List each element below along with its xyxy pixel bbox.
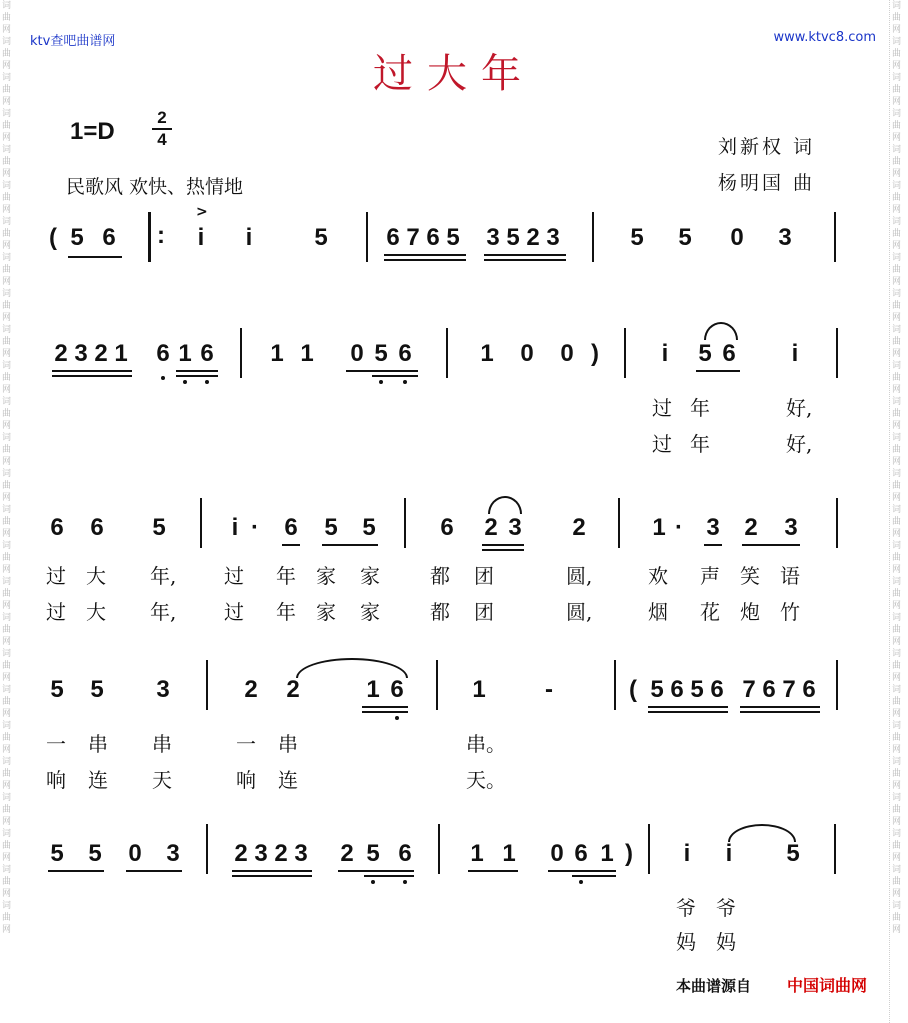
underline	[384, 254, 466, 256]
note: 5	[446, 224, 460, 251]
barline	[206, 824, 208, 874]
note: i	[231, 514, 239, 541]
note: 3	[294, 840, 308, 867]
note: 2	[54, 340, 68, 367]
underline	[362, 706, 408, 708]
lyric: 响	[46, 768, 66, 792]
note: 6	[90, 514, 104, 541]
repeat-dots: :	[157, 222, 165, 249]
lyric: 团	[474, 600, 494, 624]
note: 3	[254, 840, 268, 867]
underline	[648, 711, 728, 713]
barline	[366, 212, 368, 262]
note: 5	[366, 840, 380, 867]
note: 6	[426, 224, 440, 251]
underline	[282, 544, 300, 546]
note: 6	[802, 676, 816, 703]
lyric: 大	[86, 564, 106, 588]
score-system-5	[0, 822, 908, 972]
note: 6	[200, 340, 214, 367]
note: 0	[128, 840, 142, 867]
underline	[742, 544, 800, 546]
underline	[704, 544, 722, 546]
note: 6	[574, 840, 588, 867]
note: 1	[366, 676, 380, 703]
barline	[834, 212, 836, 262]
note: 2	[286, 676, 300, 703]
low-octave-dot	[579, 880, 583, 884]
lyric: 串	[278, 732, 298, 756]
barline	[446, 328, 448, 378]
note: 6	[398, 340, 412, 367]
note: 2	[274, 840, 288, 867]
note: 6	[156, 340, 170, 367]
note: 2	[340, 840, 354, 867]
note: 1	[480, 340, 494, 367]
note: 1	[470, 840, 484, 867]
underline	[482, 549, 524, 551]
lyric: 年,	[150, 564, 177, 588]
side-watermark-left: 词曲网词曲网词曲网词曲网词曲网词曲网词曲网词曲网词曲网词曲网词曲网词曲网词曲网词曲网词曲网词曲网词曲网词曲网词曲网词曲网词曲网词曲网词曲网词曲网词曲网词曲网	[2, 1, 12, 935]
lyric: 家	[316, 600, 336, 624]
source-brand-link[interactable]: 中国词曲网	[787, 976, 868, 995]
lyric: 过	[652, 396, 672, 420]
lyric: 大	[86, 600, 106, 624]
low-octave-dot	[205, 380, 209, 384]
barline	[592, 212, 594, 262]
lyric: 过	[46, 600, 66, 624]
underline	[384, 259, 466, 261]
low-octave-dot	[403, 380, 407, 384]
underline	[126, 870, 182, 872]
underline	[364, 875, 414, 877]
note: ·	[675, 514, 683, 541]
note: 3	[166, 840, 180, 867]
note: 7	[742, 676, 756, 703]
lyric: 好,	[786, 396, 813, 420]
low-octave-dot	[379, 380, 383, 384]
note: 6	[440, 514, 454, 541]
note: i	[725, 840, 733, 867]
note: 5	[152, 514, 166, 541]
note: )	[625, 840, 633, 867]
note: 0	[350, 340, 364, 367]
lyric: 过	[224, 564, 244, 588]
underline	[338, 870, 414, 872]
low-octave-dot	[161, 376, 165, 380]
lyric: 爷	[676, 896, 696, 920]
score-system-3	[0, 494, 908, 644]
meter-bottom: 4	[157, 130, 167, 149]
note: 2	[744, 514, 758, 541]
lyric: 语	[780, 564, 800, 588]
lyricist-credit: 刘新权 词	[718, 136, 816, 158]
underline	[48, 870, 104, 872]
lyric: 串。	[466, 732, 506, 756]
lyric: 爷	[716, 896, 736, 920]
barline	[618, 498, 620, 548]
note: 3	[74, 340, 88, 367]
note: 3	[486, 224, 500, 251]
barline	[834, 824, 836, 874]
lyric: 天	[152, 768, 172, 792]
note: 5	[630, 224, 644, 251]
underline	[548, 870, 616, 872]
lyric: 年	[690, 432, 710, 456]
score-system-4	[0, 656, 908, 806]
site-name-left[interactable]: ktv查吧曲谱网	[30, 34, 116, 49]
note: i	[661, 340, 669, 367]
accent-mark: >	[196, 204, 208, 220]
barline	[404, 498, 406, 548]
lyric: 好,	[786, 432, 813, 456]
note: 3	[778, 224, 792, 251]
note: 0	[550, 840, 564, 867]
side-watermark-right: 词曲网词曲网词曲网词曲网词曲网词曲网词曲网词曲网词曲网词曲网词曲网词曲网词曲网词曲网词曲网词曲网词曲网词曲网词曲网词曲网词曲网词曲网词曲网词曲网词曲网词曲网	[889, 0, 902, 1023]
lyric: 家	[316, 564, 336, 588]
underline	[572, 875, 616, 877]
lyric: 家	[360, 564, 380, 588]
barline	[614, 660, 616, 710]
slur	[728, 824, 796, 842]
note: 5	[690, 676, 704, 703]
lyric: 炮	[740, 600, 760, 624]
note: 1	[300, 340, 314, 367]
underline	[484, 259, 566, 261]
note: 1	[472, 676, 486, 703]
note: 5	[50, 676, 64, 703]
underline	[52, 375, 132, 377]
underline	[362, 711, 408, 713]
note: 1	[600, 840, 614, 867]
note: 3	[546, 224, 560, 251]
lyric: 妈	[676, 930, 696, 954]
lyric: 年,	[150, 600, 177, 624]
note: i	[245, 224, 253, 251]
underline	[468, 870, 518, 872]
lyric: 连	[88, 768, 108, 792]
barline	[436, 660, 438, 710]
low-octave-dot	[403, 880, 407, 884]
note: (	[49, 224, 57, 251]
note: )	[591, 340, 599, 367]
lyric: 花	[700, 600, 720, 624]
meter-top: 2	[157, 108, 167, 127]
note: 5	[314, 224, 328, 251]
lyric: 连	[278, 768, 298, 792]
note: 2	[484, 514, 498, 541]
note: 1	[652, 514, 666, 541]
note: 0	[730, 224, 744, 251]
note: 2	[94, 340, 108, 367]
note: 5	[324, 514, 338, 541]
note: 5	[506, 224, 520, 251]
note: 6	[398, 840, 412, 867]
note: 6	[670, 676, 684, 703]
lyric: 妈	[716, 930, 736, 954]
site-url-right[interactable]: www.ktvc8.com	[773, 30, 876, 45]
low-octave-dot	[183, 380, 187, 384]
note: 6	[284, 514, 298, 541]
low-octave-dot	[395, 716, 399, 720]
lyric: 竹	[780, 600, 800, 624]
lyric: 年	[276, 564, 296, 588]
note: 5	[362, 514, 376, 541]
note: 5	[90, 676, 104, 703]
lyric: 都	[430, 564, 450, 588]
underline	[176, 370, 218, 372]
note: 3	[508, 514, 522, 541]
note: 5	[698, 340, 712, 367]
note: 5	[786, 840, 800, 867]
note: 2	[526, 224, 540, 251]
underline	[322, 544, 378, 546]
note: 6	[50, 514, 64, 541]
note: 6	[102, 224, 116, 251]
lyric: 笑	[740, 564, 760, 588]
lyric: 烟	[648, 600, 668, 624]
note: 5	[88, 840, 102, 867]
note: 5	[678, 224, 692, 251]
note: 7	[406, 224, 420, 251]
low-octave-dot	[371, 880, 375, 884]
underline	[648, 706, 728, 708]
barline	[648, 824, 650, 874]
note: 6	[390, 676, 404, 703]
underline	[740, 706, 820, 708]
barline	[240, 328, 242, 378]
slur	[704, 322, 738, 340]
underline	[346, 370, 418, 372]
note: 0	[520, 340, 534, 367]
note: 3	[156, 676, 170, 703]
lyric: 串	[152, 732, 172, 756]
lyric: 响	[236, 768, 256, 792]
note: 0	[560, 340, 574, 367]
note: 6	[762, 676, 776, 703]
barline	[836, 660, 838, 710]
repeat-barline	[148, 212, 151, 262]
underline	[740, 711, 820, 713]
underline	[232, 875, 312, 877]
note: (	[629, 676, 637, 703]
note: 5	[374, 340, 388, 367]
barline	[438, 824, 440, 874]
note: 2	[244, 676, 258, 703]
lyric: 年	[690, 396, 710, 420]
lyric: 声	[700, 564, 720, 588]
note: ·	[251, 514, 259, 541]
note: -	[545, 676, 553, 703]
note: 3	[784, 514, 798, 541]
barline	[624, 328, 626, 378]
note: 1	[178, 340, 192, 367]
lyric: 圆,	[566, 564, 593, 588]
score-system-2	[0, 320, 908, 470]
lyric: 一	[46, 732, 66, 756]
lyric: 串	[88, 732, 108, 756]
lyric: 过	[652, 432, 672, 456]
underline	[176, 375, 218, 377]
note: 6	[386, 224, 400, 251]
song-title: 过大年	[373, 51, 535, 97]
note: 1	[270, 340, 284, 367]
underline	[482, 544, 524, 546]
underline	[68, 256, 122, 258]
lyric: 年	[276, 600, 296, 624]
note: 5	[50, 840, 64, 867]
slur	[488, 496, 522, 514]
note: 2	[234, 840, 248, 867]
barline	[836, 328, 838, 378]
underline	[372, 375, 418, 377]
key-signature: 1=D	[70, 118, 115, 145]
barline	[206, 660, 208, 710]
lyric: 过	[224, 600, 244, 624]
lyric: 都	[430, 600, 450, 624]
note: 2	[572, 514, 586, 541]
barline	[836, 498, 838, 548]
lyric: 欢	[648, 564, 668, 588]
note: 5	[650, 676, 664, 703]
lyric: 团	[474, 564, 494, 588]
note: i	[683, 840, 691, 867]
note: 7	[782, 676, 796, 703]
time-signature	[150, 108, 174, 150]
underline	[696, 370, 740, 372]
lyric: 过	[46, 564, 66, 588]
note: 5	[70, 224, 84, 251]
lyric: 家	[360, 600, 380, 624]
note: 1	[502, 840, 516, 867]
note: 6	[722, 340, 736, 367]
lyric: 天。	[466, 768, 506, 792]
note: i	[197, 224, 205, 251]
barline	[200, 498, 202, 548]
underline	[484, 254, 566, 256]
source-label: 本曲谱源自	[676, 977, 752, 995]
note: i	[791, 340, 799, 367]
note: 3	[706, 514, 720, 541]
slur	[296, 658, 408, 678]
composer-credit: 杨明国 曲	[718, 172, 816, 194]
lyric: 圆,	[566, 600, 593, 624]
note: 1	[114, 340, 128, 367]
underline	[52, 370, 132, 372]
note: 6	[710, 676, 724, 703]
lyric: 一	[236, 732, 256, 756]
underline	[232, 870, 312, 872]
performance-style: 民歌风 欢快、热情地	[66, 176, 244, 198]
